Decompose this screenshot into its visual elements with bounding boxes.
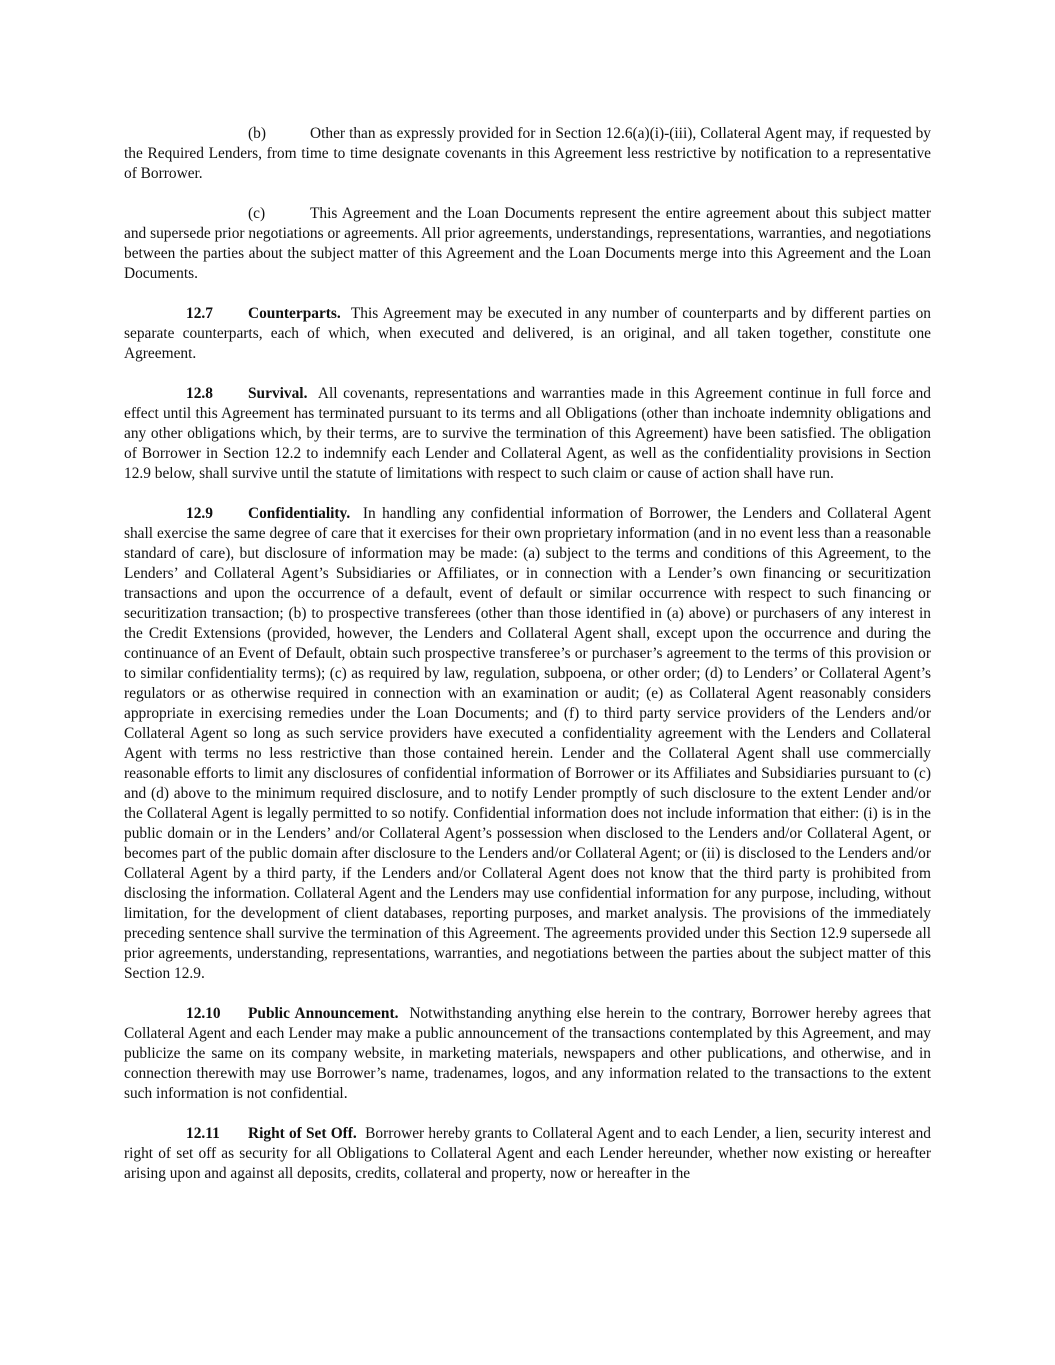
section-text: All covenants, representations and warranties made in this Agreement continue in full force and effect until this Agreement has terminated pursuant to its terms and all Obligations (other than inchoate indemnity obligations and any other obligations which, by their terms, are to survive the termination of this Agreement) have been satisfied. The obligation of Borrower in Section 12.2 to indemnify each Lender and Collateral Agent, as well as the confidentiality provisions in Section 12.9 below, shall survive until the statute of limitations with respect to such claim or cause of action shall have run. xyxy=(124,385,931,482)
clause-marker: (c) xyxy=(248,205,266,222)
section-number: 12.8 xyxy=(186,385,213,402)
paragraph-text: Other than as expressly provided for in Section 12.6(a)(i)-(iii), Collateral Agent may, if requested by the Required Lenders, from time to time designate covenants in this Agreement less restrictive by notification to a representative of Borrower. xyxy=(124,125,931,182)
section-title: Counterparts. xyxy=(248,305,341,322)
section-title: Public Announcement. xyxy=(248,1005,399,1022)
section-number: 12.9 xyxy=(186,505,213,522)
paragraph-12-6-c xyxy=(124,204,931,284)
section-12-9-confidentiality xyxy=(124,504,931,984)
section-title: Survival. xyxy=(248,385,308,402)
section-number: 12.7 xyxy=(186,305,213,322)
paragraph-12-6-b xyxy=(124,124,931,184)
section-text: This Agreement may be executed in any number of counterparts and by different parties on separate counterparts, each of which, when executed and delivered, is an original, and all taken together, constitute one Agreement. xyxy=(124,305,931,362)
section-text: Notwithstanding anything else herein to the contrary, Borrower hereby agrees that Collateral Agent and each Lender may make a public announcement of the transactions contemplated by this Agreement, and may publicize the same on its company website, in marketing materials, newspapers and other publications, and otherwise, and in connection therewith may use Borrower’s name, tradenames, logos, and any information related to the transactions to the extent such information is not confidential. xyxy=(124,1005,931,1102)
section-text: Borrower hereby grants to Collateral Agent and to each Lender, a lien, security interest and right of set off as security for all Obligations to Collateral Agent and each Lender hereunder, whether now existing or hereafter arising upon and against all deposits, credits, collateral and property, now or hereafter in the xyxy=(124,1125,931,1182)
section-title: Right of Set Off. xyxy=(248,1125,357,1142)
document-page xyxy=(124,124,931,1204)
paragraph-text: This Agreement and the Loan Documents represent the entire agreement about this subject matter and supersede prior negotiations or agreements. All prior agreements, understandings, representations, warranties, and negotiations between the parties about the subject matter of this Agreement and the Loan Documents merge into this Agreement and the Loan Documents. xyxy=(124,205,931,282)
section-number: 12.11 xyxy=(186,1125,220,1142)
clause-marker: (b) xyxy=(248,125,266,142)
section-12-11-right-of-set-off xyxy=(124,1124,931,1184)
section-12-8-survival xyxy=(124,384,931,484)
section-title: Confidentiality. xyxy=(248,505,351,522)
section-number: 12.10 xyxy=(186,1005,221,1022)
section-12-7-counterparts xyxy=(124,304,931,364)
section-text: In handling any confidential information of Borrower, the Lenders and Collateral Agent shall exercise the same degree of care that it exercises for their own proprietary information (and in no event less than a reasonable standard of care), but disclosure of information may be made: (a) subject to the terms and conditions of this Agreement, to the Lenders’ and Collateral Agent’s Subsidiaries or Affiliates, or in connection with a Lender’s own financing or securitization transactions and upon the occurrence of a default, event of default or similar occurrence with respect to such financing or securitization transaction; (b) to prospective transferees (other than those identified in (a) above) or purchasers of any interest in the Credit Extensions (provided, however, the Lenders and Collateral Agent shall, except upon the occurrence and during the continuance of an Event of Default, obtain such prospective transferee’s or purchaser’s agreement to the terms of this provision or to similar confidentiality terms); (c) as required by law, regulation, subpoena, or other order; (d) to Lenders’ or Collateral Agent’s regulators or as otherwise required in connection with an examination or audit; (e) as Collateral Agent reasonably considers appropriate in exercising remedies under the Loan Documents; and (f) to third party service providers of the Lenders and/or Collateral Agent so long as such service providers have executed a confidentiality agreement with the Lenders and Collateral Agent with terms no less restrictive than those contained herein. Lender and the Collateral Agent shall use commercially reasonable efforts to limit any disclosures of confidential information of Borrower or its Affiliates and Subsidiaries pursuant to (c) and (d) above to the minimum required disclosure, and to notify Lender promptly of such disclosure to the extent Lender and/or the Collateral Agent is legally permitted to so notify. Confidential information does not include information that either: (i) is in the public domain or in the Lenders’ and/or Collateral Agent’s possession when disclosed to the Lenders and/or Collateral Agent, or becomes part of the public domain after disclosure to the Lenders and/or Collateral Agent; or (ii) is disclosed to the Lenders and/or Collateral Agent by a third party, if the Lenders and/or Collateral Agent does not know that the third party is prohibited from disclosing the information. Collateral Agent and the Lenders may use confidential information for any purpose, including, without limitation, for the development of client databases, reporting purposes, and market analysis. The provisions of the immediately preceding sentence shall survive the termination of this Agreement. The agreements provided under this Section 12.9 supersede all prior agreements, understanding, representations, warranties, and negotiations between the parties about the subject matter of this Section 12.9. xyxy=(124,505,931,982)
section-12-10-public-announcement xyxy=(124,1004,931,1104)
